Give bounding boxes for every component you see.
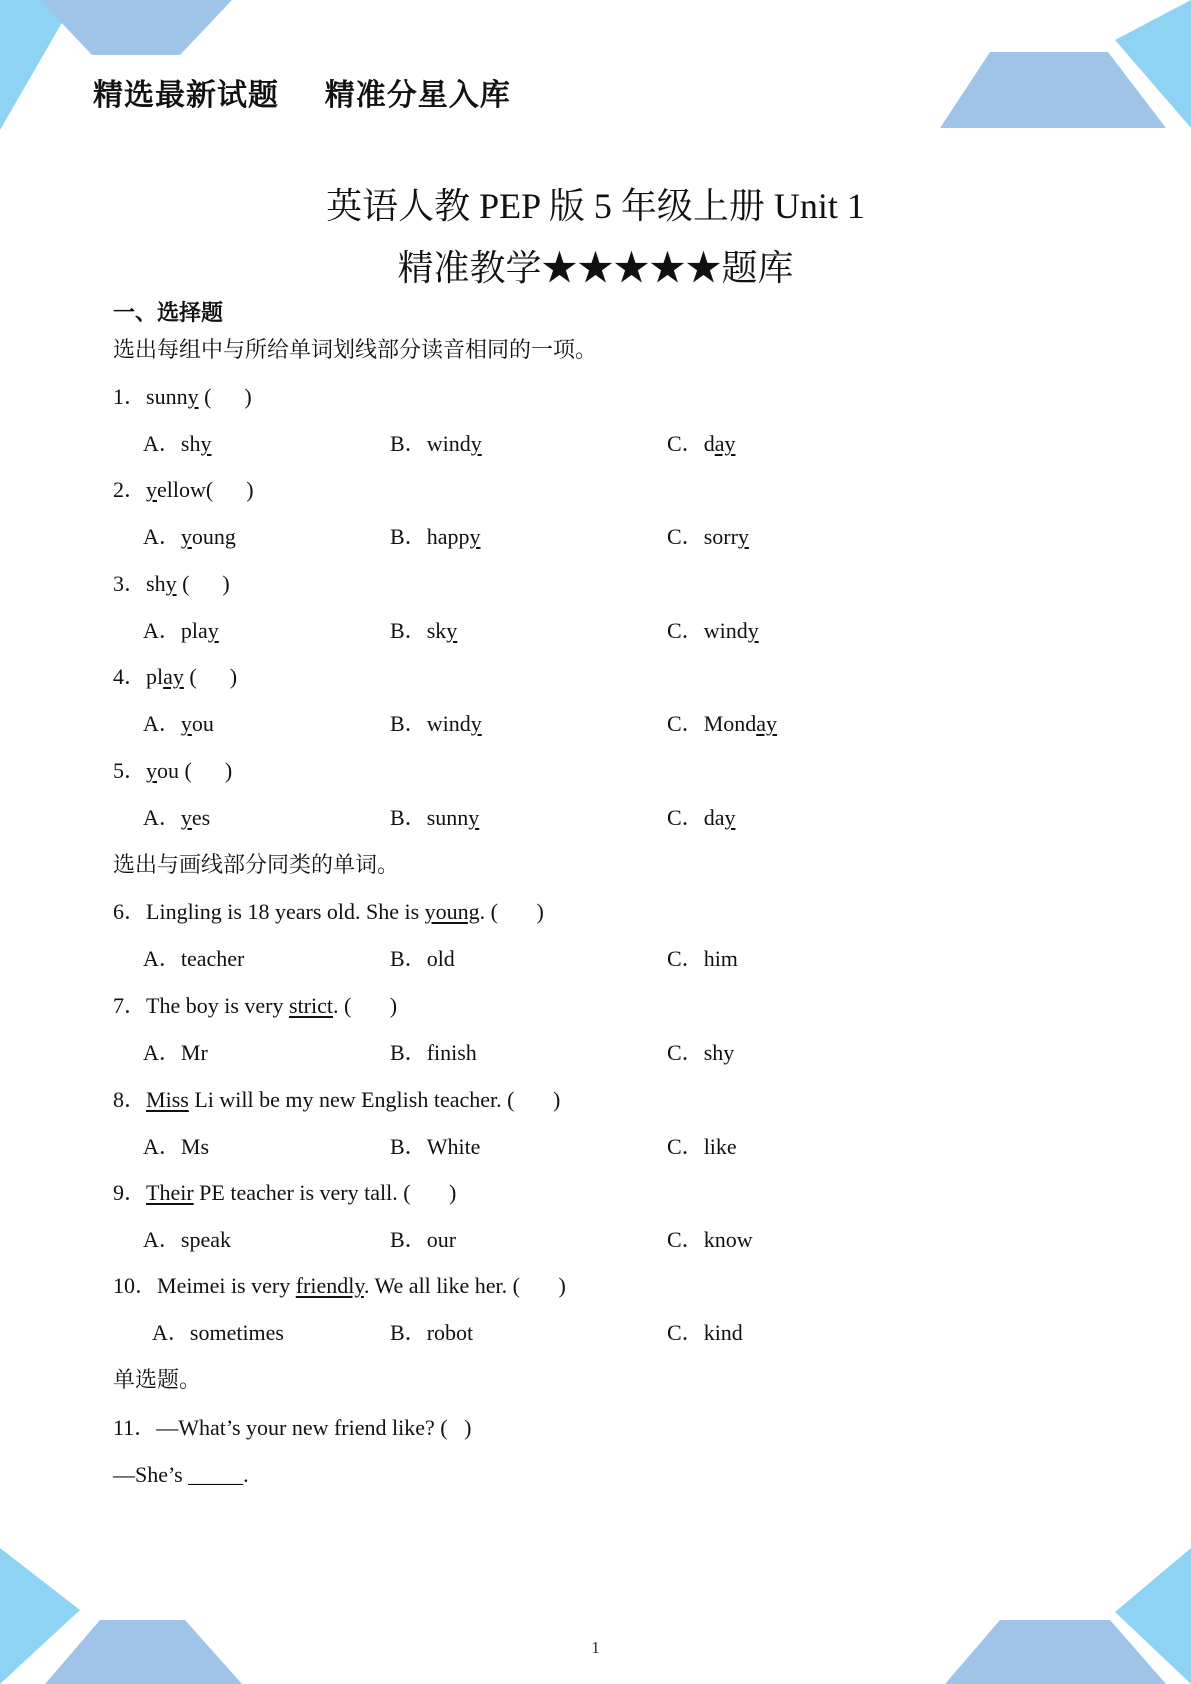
question-6-option-a <box>143 946 244 972</box>
option-label: A． <box>152 1320 190 1345</box>
option-label: C． <box>667 1134 704 1159</box>
option-underlined: y <box>200 431 212 456</box>
option-text: kind <box>703 1320 743 1345</box>
option-text: happ <box>426 524 470 549</box>
option-text: shy <box>703 1040 735 1065</box>
option-text: teacher <box>180 946 245 971</box>
option-underlined: y <box>724 805 736 830</box>
option-text: sometimes <box>189 1320 284 1345</box>
question-stem-text-after: ou ( ) <box>157 758 233 783</box>
option-label: B． <box>390 805 427 830</box>
question-9-option-a <box>143 1227 231 1253</box>
option-label: C． <box>667 524 704 549</box>
question-number: 3． <box>113 571 147 596</box>
option-text: finish <box>426 1040 477 1065</box>
question-stem-text-after: . We all like her. ( ) <box>363 1273 566 1298</box>
question-8-option-a <box>143 1134 209 1160</box>
option-label: C． <box>667 1320 704 1345</box>
question-stem-text-after: ( ) <box>183 664 238 689</box>
question-10 <box>113 1273 566 1299</box>
question-stem-text: sunn <box>146 384 188 409</box>
option-label: B． <box>390 1134 427 1159</box>
instruction-pronunciation: 选出每组中与所给单词划线部分读音相同的一项。 <box>113 337 598 362</box>
option-underlined: y <box>737 524 749 549</box>
option-text: our <box>426 1227 457 1252</box>
option-label: A． <box>143 431 181 456</box>
option-text: Ms <box>180 1134 210 1159</box>
option-underlined: y <box>446 618 458 643</box>
question-7-option-c <box>667 1040 734 1066</box>
option-label: C． <box>667 431 704 456</box>
top-left-triangle <box>0 0 75 130</box>
option-label: B． <box>390 711 427 736</box>
question-number: 2． <box>113 477 147 502</box>
question-8 <box>113 1087 560 1113</box>
option-underlined: y <box>747 618 759 643</box>
top-right-triangle <box>1115 0 1191 128</box>
question-stem-text-after: . ( ) <box>332 993 398 1018</box>
question-number: 10． <box>113 1273 158 1298</box>
question-stem-text-after: PE teacher is very tall. ( ) <box>193 1180 457 1205</box>
question-5-option-b <box>390 805 479 831</box>
question-9-option-b <box>390 1227 456 1253</box>
option-label: B． <box>390 1320 427 1345</box>
question-number: 5． <box>113 758 147 783</box>
question-number: 7． <box>113 993 147 1018</box>
question-7 <box>113 993 397 1019</box>
question-5 <box>113 758 232 784</box>
option-label: B． <box>390 524 427 549</box>
question-4-option-c <box>667 711 777 737</box>
question-9-option-c <box>667 1227 753 1253</box>
question-6 <box>113 899 544 925</box>
option-text: Mr <box>180 1040 208 1065</box>
option-underlined: y <box>469 524 481 549</box>
bottom-right-triangle <box>1115 1548 1191 1684</box>
top-left-trapezoid <box>40 0 232 55</box>
question-9 <box>113 1180 456 1206</box>
option-label: C． <box>667 805 704 830</box>
question-1-option-b <box>390 431 482 457</box>
question-6-option-b <box>390 946 455 972</box>
question-stem-underlined: Miss <box>146 1087 189 1112</box>
question-stem-underlined: Their <box>146 1180 194 1205</box>
question-4 <box>113 664 237 690</box>
question-4-option-a <box>143 711 214 737</box>
question-number: 1． <box>113 384 147 409</box>
option-underlined: y <box>180 524 192 549</box>
option-text: like <box>703 1134 737 1159</box>
question-1 <box>113 384 252 410</box>
question-number: 4． <box>113 664 147 689</box>
question-2-option-c <box>667 524 749 550</box>
question-stem-underlined: ay <box>163 664 184 689</box>
option-text-after: es <box>191 805 211 830</box>
question-4-option-b <box>390 711 482 737</box>
question-stem-text: Meimei is very <box>157 1273 296 1298</box>
question-5-option-c <box>667 805 735 831</box>
option-label: B． <box>390 1040 427 1065</box>
option-label: C． <box>667 1227 704 1252</box>
option-text: sk <box>426 618 447 643</box>
question-stem-text-after: ( ) <box>198 384 252 409</box>
option-text: da <box>703 805 725 830</box>
option-label: A． <box>143 1227 181 1252</box>
option-label: C． <box>667 946 704 971</box>
question-stem-underlined: y <box>165 571 177 596</box>
option-label: A． <box>143 1040 181 1065</box>
question-stem-text-after: . ( ) <box>479 899 544 924</box>
question-stem-text: The boy is very <box>146 993 289 1018</box>
question-number: 8． <box>113 1087 147 1112</box>
question-3-option-c <box>667 618 759 644</box>
option-text-after: oung <box>191 524 236 549</box>
question-1-option-c <box>667 431 735 457</box>
option-text: Mond <box>703 711 757 736</box>
question-11 <box>113 1415 471 1441</box>
option-text: sunn <box>426 805 469 830</box>
question-2 <box>113 477 254 503</box>
option-text: sorr <box>703 524 738 549</box>
question-stem-underlined: y <box>146 758 158 783</box>
option-label: B． <box>390 431 427 456</box>
question-1-option-a <box>143 431 211 457</box>
question-stem-text-after: ( ) <box>176 571 230 596</box>
option-text-after: ou <box>191 711 214 736</box>
header-slogan: 精选最新试题 精准分星入库 <box>93 78 511 113</box>
option-text: pla <box>180 618 208 643</box>
question-3 <box>113 571 230 597</box>
option-underlined: y <box>470 431 482 456</box>
option-label: B． <box>390 946 427 971</box>
option-text: wind <box>703 618 748 643</box>
option-text: wind <box>426 431 471 456</box>
question-3-option-b <box>390 618 457 644</box>
option-underlined: y <box>180 805 192 830</box>
question-stem-underlined: young <box>424 899 480 924</box>
question-10-option-c <box>667 1320 743 1346</box>
option-text: robot <box>426 1320 474 1345</box>
document-subtitle: 精准教学★★★★★题库 <box>397 248 794 288</box>
instruction-single-choice: 单选题。 <box>113 1367 202 1392</box>
option-text: wind <box>426 711 471 736</box>
option-underlined: ay <box>756 711 778 736</box>
question-stem-underlined: friendly <box>295 1273 364 1298</box>
question-8-option-c <box>667 1134 737 1160</box>
option-text: him <box>703 946 738 971</box>
option-label: C． <box>667 711 704 736</box>
option-text: d <box>703 431 715 456</box>
question-5-option-a <box>143 805 210 831</box>
question-7-option-a <box>143 1040 208 1066</box>
option-label: C． <box>667 1040 704 1065</box>
question-stem-text: sh <box>146 571 166 596</box>
option-underlined: y <box>470 711 482 736</box>
question-6-option-c <box>667 946 738 972</box>
option-text: speak <box>180 1227 231 1252</box>
option-text: White <box>426 1134 481 1159</box>
question-2-option-b <box>390 524 480 550</box>
option-label: A． <box>143 618 181 643</box>
question-stem-text-after: Li will be my new English teacher. ( ) <box>188 1087 561 1112</box>
question-3-option-a <box>143 618 219 644</box>
question-stem-text-after: ellow( ) <box>157 477 254 502</box>
option-label: B． <box>390 618 427 643</box>
question-10-option-b <box>390 1320 473 1346</box>
option-underlined: y <box>468 805 480 830</box>
section-heading: 一、选择题 <box>113 301 224 326</box>
q11-answer-line: —She’s _____. <box>113 1462 249 1487</box>
option-label: A． <box>143 946 181 971</box>
option-label: A． <box>143 711 181 736</box>
option-underlined: y <box>207 618 219 643</box>
option-underlined: y <box>180 711 192 736</box>
question-stem-text: —What’s your new friend like? ( ) <box>156 1415 472 1440</box>
top-right-trapezoid <box>940 52 1166 128</box>
option-label: A． <box>143 524 181 549</box>
question-stem-text: Lingling is 18 years old. She is <box>146 899 425 924</box>
option-underlined: ay <box>714 431 736 456</box>
option-label: C． <box>667 618 704 643</box>
question-10-option-a <box>152 1320 284 1346</box>
instruction-same-category: 选出与画线部分同类的单词。 <box>113 852 400 877</box>
question-stem-underlined: y <box>146 477 158 502</box>
option-text: sh <box>180 431 201 456</box>
option-label: B． <box>390 1227 427 1252</box>
question-8-option-b <box>390 1134 480 1160</box>
question-stem-underlined: strict <box>288 993 333 1018</box>
page-number: 1 <box>591 1638 600 1657</box>
question-stem-text: pl <box>146 664 164 689</box>
document-title: 英语人教 PEP 版 5 年级上册 Unit 1 <box>326 186 865 226</box>
bottom-left-triangle <box>0 1548 80 1684</box>
question-7-option-b <box>390 1040 477 1066</box>
question-2-option-a <box>143 524 236 550</box>
question-number: 9． <box>113 1180 147 1205</box>
option-text: know <box>703 1227 753 1252</box>
question-number: 6． <box>113 899 147 924</box>
option-text: old <box>426 946 455 971</box>
option-label: A． <box>143 1134 181 1159</box>
option-label: A． <box>143 805 181 830</box>
question-stem-underlined: y <box>187 384 199 409</box>
question-number: 11． <box>113 1415 157 1440</box>
